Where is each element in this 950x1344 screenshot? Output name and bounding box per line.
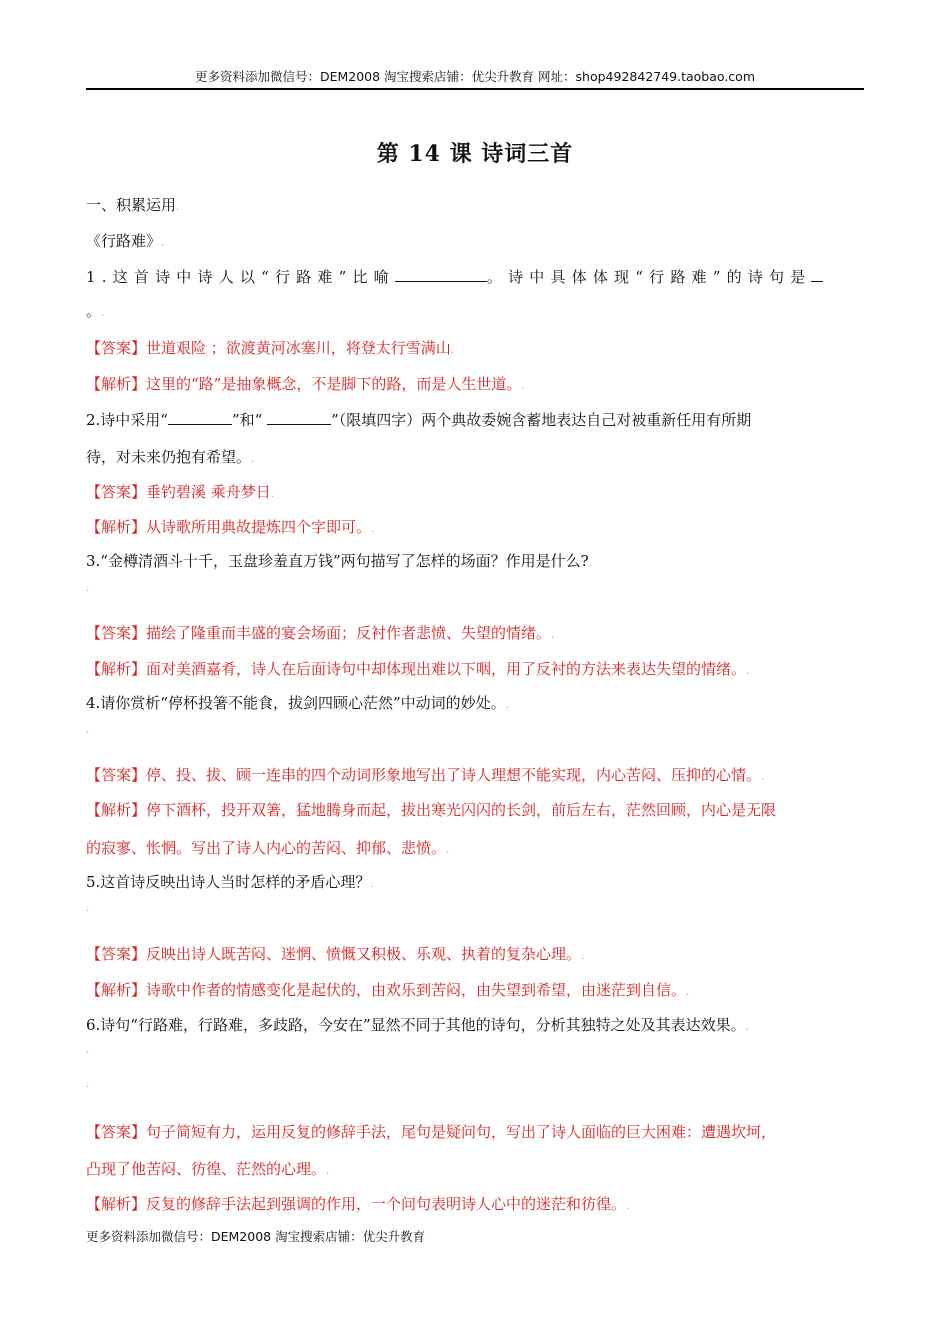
q5-answer: 【答案】反映出诗人既苦闷、迷惘、愤慨又积极、乐观、执着的复杂心理。.: [86, 945, 585, 963]
analysis-tag: 【解析】: [86, 375, 147, 393]
q2-text-1: 2.诗中采用“: [86, 411, 168, 429]
q1-text-1: 1.这首诗中诗人以“行路难”比喻: [86, 268, 395, 286]
q6-answer: [86, 1121, 866, 1143]
q4-analysis: [86, 799, 866, 821]
q1-blank-1: [395, 265, 487, 282]
answer-tag: 【答案】: [86, 945, 147, 963]
q2-answer-text: 垂钓碧溪 乘舟梦日: [146, 483, 271, 501]
analysis-tag: 【解析】: [86, 1195, 147, 1213]
poem-title: 《行路难》.: [86, 232, 165, 250]
q4-answer-text: 停、投、拔、顾一连串的四个动词形象地写出了诗人理想不能实现，内心苦闷、压抑的心情。: [146, 766, 762, 784]
q5-answer-text: 反映出诗人既苦闷、迷惘、愤慨又积极、乐观、执着的复杂心理。: [146, 945, 582, 963]
question-3: 3.“金樽清酒斗十千，玉盘珍羞直万钱”两句描写了怎样的场面？作用是什么?.: [86, 552, 592, 570]
q1-text-2: 。诗中具体体现“行路难”的诗句是: [486, 268, 812, 286]
analysis-tag: 【解析】: [86, 981, 147, 999]
q6-analysis: 【解析】反复的修辞手法起到强调的作用，一个问句表明诗人心中的迷茫和彷徨。.: [86, 1195, 630, 1213]
q2-cont: 待，对未来仍抱有希望。: [86, 448, 252, 466]
answer-tag: 【答案】: [86, 766, 147, 784]
section-heading: 一、积累运用.: [86, 196, 180, 214]
question-1: [86, 265, 866, 288]
q5-text: 5.这首诗反映出诗人当时怎样的矛盾心理？: [86, 873, 371, 891]
answer-tag: 【答案】: [86, 339, 147, 357]
q2-analysis-text: 从诗歌所用典故提炼四个字即可。: [146, 518, 372, 536]
q3-analysis: 【解析】面对美酒嘉肴，诗人在后面诗句中却体现出难以下咽，用了反衬的方法来表达失望的情绪。.: [86, 660, 750, 678]
analysis-tag: 【解析】: [86, 660, 147, 678]
q6-text: 6.诗句“行路难，行路难，多歧路，今安在”显然不同于其他的诗句，分析其独特之处及其表达效果。: [86, 1016, 746, 1034]
q5-answer-space: .: [86, 903, 90, 914]
q2-answer: 【答案】垂钓碧溪 乘舟梦日.: [86, 483, 274, 501]
q6-analysis-text: 反复的修辞手法起到强调的作用，一个问句表明诗人心中的迷茫和彷徨。: [146, 1195, 627, 1213]
q1-answer-text: 世道艰险 ；欲渡黄河冰塞川，将登太行雪满山: [146, 339, 451, 357]
q2-blank-1: [168, 408, 232, 425]
q4-answer: 【答案】停、投、拔、顾一连串的四个动词形象地写出了诗人理想不能实现，内心苦闷、压抑的心情。.: [86, 766, 765, 784]
question-6: 6.诗句“行路难，行路难，多歧路，今安在”显然不同于其他的诗句，分析其独特之处及其表达效果。.: [86, 1016, 749, 1034]
q2-analysis: 【解析】从诗歌所用典故提炼四个字即可。.: [86, 518, 375, 536]
q6-answer-cont-text: 凸现了他苦闷、彷徨、茫然的心理。: [86, 1160, 327, 1178]
question-4: 4.请你赏析“停杯投箸不能食，拔剑四顾心茫然”中动词的妙处。.: [86, 694, 509, 712]
page-title: 第 14 课 诗词三首: [376, 141, 574, 167]
q4-analysis-text: 停下酒杯，投开双箸，猛地腾身而起，拔出寒光闪闪的长剑，前后左右，茫然回顾，内心是无限: [146, 801, 777, 819]
q3-analysis-text: 面对美酒嘉肴，诗人在后面诗句中却体现出难以下咽，用了反衬的方法来表达失望的情绪。: [146, 660, 747, 678]
q2-text-2: ”和“: [231, 411, 268, 429]
q1-blank-2: [811, 265, 823, 282]
q1-cont: 。: [86, 302, 102, 320]
q6-answer-text: 句子简短有力，运用反复的修辞手法，尾句是疑问句，写出了诗人面临的巨大困难：遭遇坎坷，: [146, 1123, 777, 1141]
page-header: 更多资料添加微信号：DEM2008 淘宝搜索店铺：优尖升教育 网址：shop492842749.taobao.com: [86, 66, 864, 90]
q1-analysis-text: 这里的“路”是抽象概念，不是脚下的路，而是人生世道。: [146, 375, 522, 393]
q6-answer-cont: 凸现了他苦闷、彷徨、茫然的心理。.: [86, 1160, 330, 1178]
q4-text: 4.请你赏析“停杯投箸不能食，拔剑四顾心茫然”中动词的妙处。: [86, 694, 506, 712]
question-5: 5.这首诗反映出诗人当时怎样的矛盾心理？.: [86, 873, 374, 891]
answer-tag: 【答案】: [86, 1123, 147, 1141]
q2-blank-2: [267, 408, 331, 425]
q6-answer-space-2: .: [86, 1079, 90, 1090]
answer-tag: 【答案】: [86, 624, 147, 642]
question-2: [86, 408, 866, 431]
q2-text-3: ”（限填四字）两个典故委婉含蓄地表达自己对被重新任用有所期: [331, 411, 752, 429]
q1-analysis: 【解析】这里的“路”是抽象概念，不是脚下的路，而是人生世道。.: [86, 375, 525, 393]
question-1-cont: 。.: [86, 302, 105, 320]
answer-tag: 【答案】: [86, 483, 147, 501]
q3-answer: 【答案】描绘了隆重而丰盛的宴会场面；反衬作者悲愤、失望的情绪。.: [86, 624, 555, 642]
section-label: 一、积累运用: [86, 196, 177, 214]
q1-answer: 【答案】世道艰险 ；欲渡黄河冰塞川，将登太行雪满山.: [86, 339, 454, 357]
analysis-tag: 【解析】: [86, 518, 147, 536]
analysis-tag: 【解析】: [86, 801, 147, 819]
q3-text: 3.“金樽清酒斗十千，玉盘珍羞直万钱”两句描写了怎样的场面？作用是什么?: [86, 552, 589, 570]
q4-analysis-cont-text: 的寂寥、怅惘。写出了诗人内心的苦闷、抑郁、悲愤。: [86, 839, 447, 857]
poem-title-text: 《行路难》: [86, 232, 162, 250]
question-2-cont: 待，对未来仍抱有希望。.: [86, 448, 255, 466]
q6-answer-space-1: .: [86, 1045, 90, 1056]
q5-analysis: 【解析】诗歌中作者的情感变化是起伏的，由欢乐到苦闷，由失望到希望，由迷茫到自信。.: [86, 981, 690, 999]
page-footer: 更多资料添加微信号：DEM2008 淘宝搜索店铺：优尖升教育: [86, 1229, 426, 1244]
q5-analysis-text: 诗歌中作者的情感变化是起伏的，由欢乐到苦闷，由失望到希望，由迷茫到自信。: [146, 981, 687, 999]
q3-answer-text: 描绘了隆重而丰盛的宴会场面；反衬作者悲愤、失望的情绪。: [146, 624, 552, 642]
q4-analysis-cont: 的寂寥、怅惘。写出了诗人内心的苦闷、抑郁、悲愤。.: [86, 839, 450, 857]
q3-answer-space: .: [86, 583, 90, 594]
q4-answer-space: .: [86, 725, 90, 736]
